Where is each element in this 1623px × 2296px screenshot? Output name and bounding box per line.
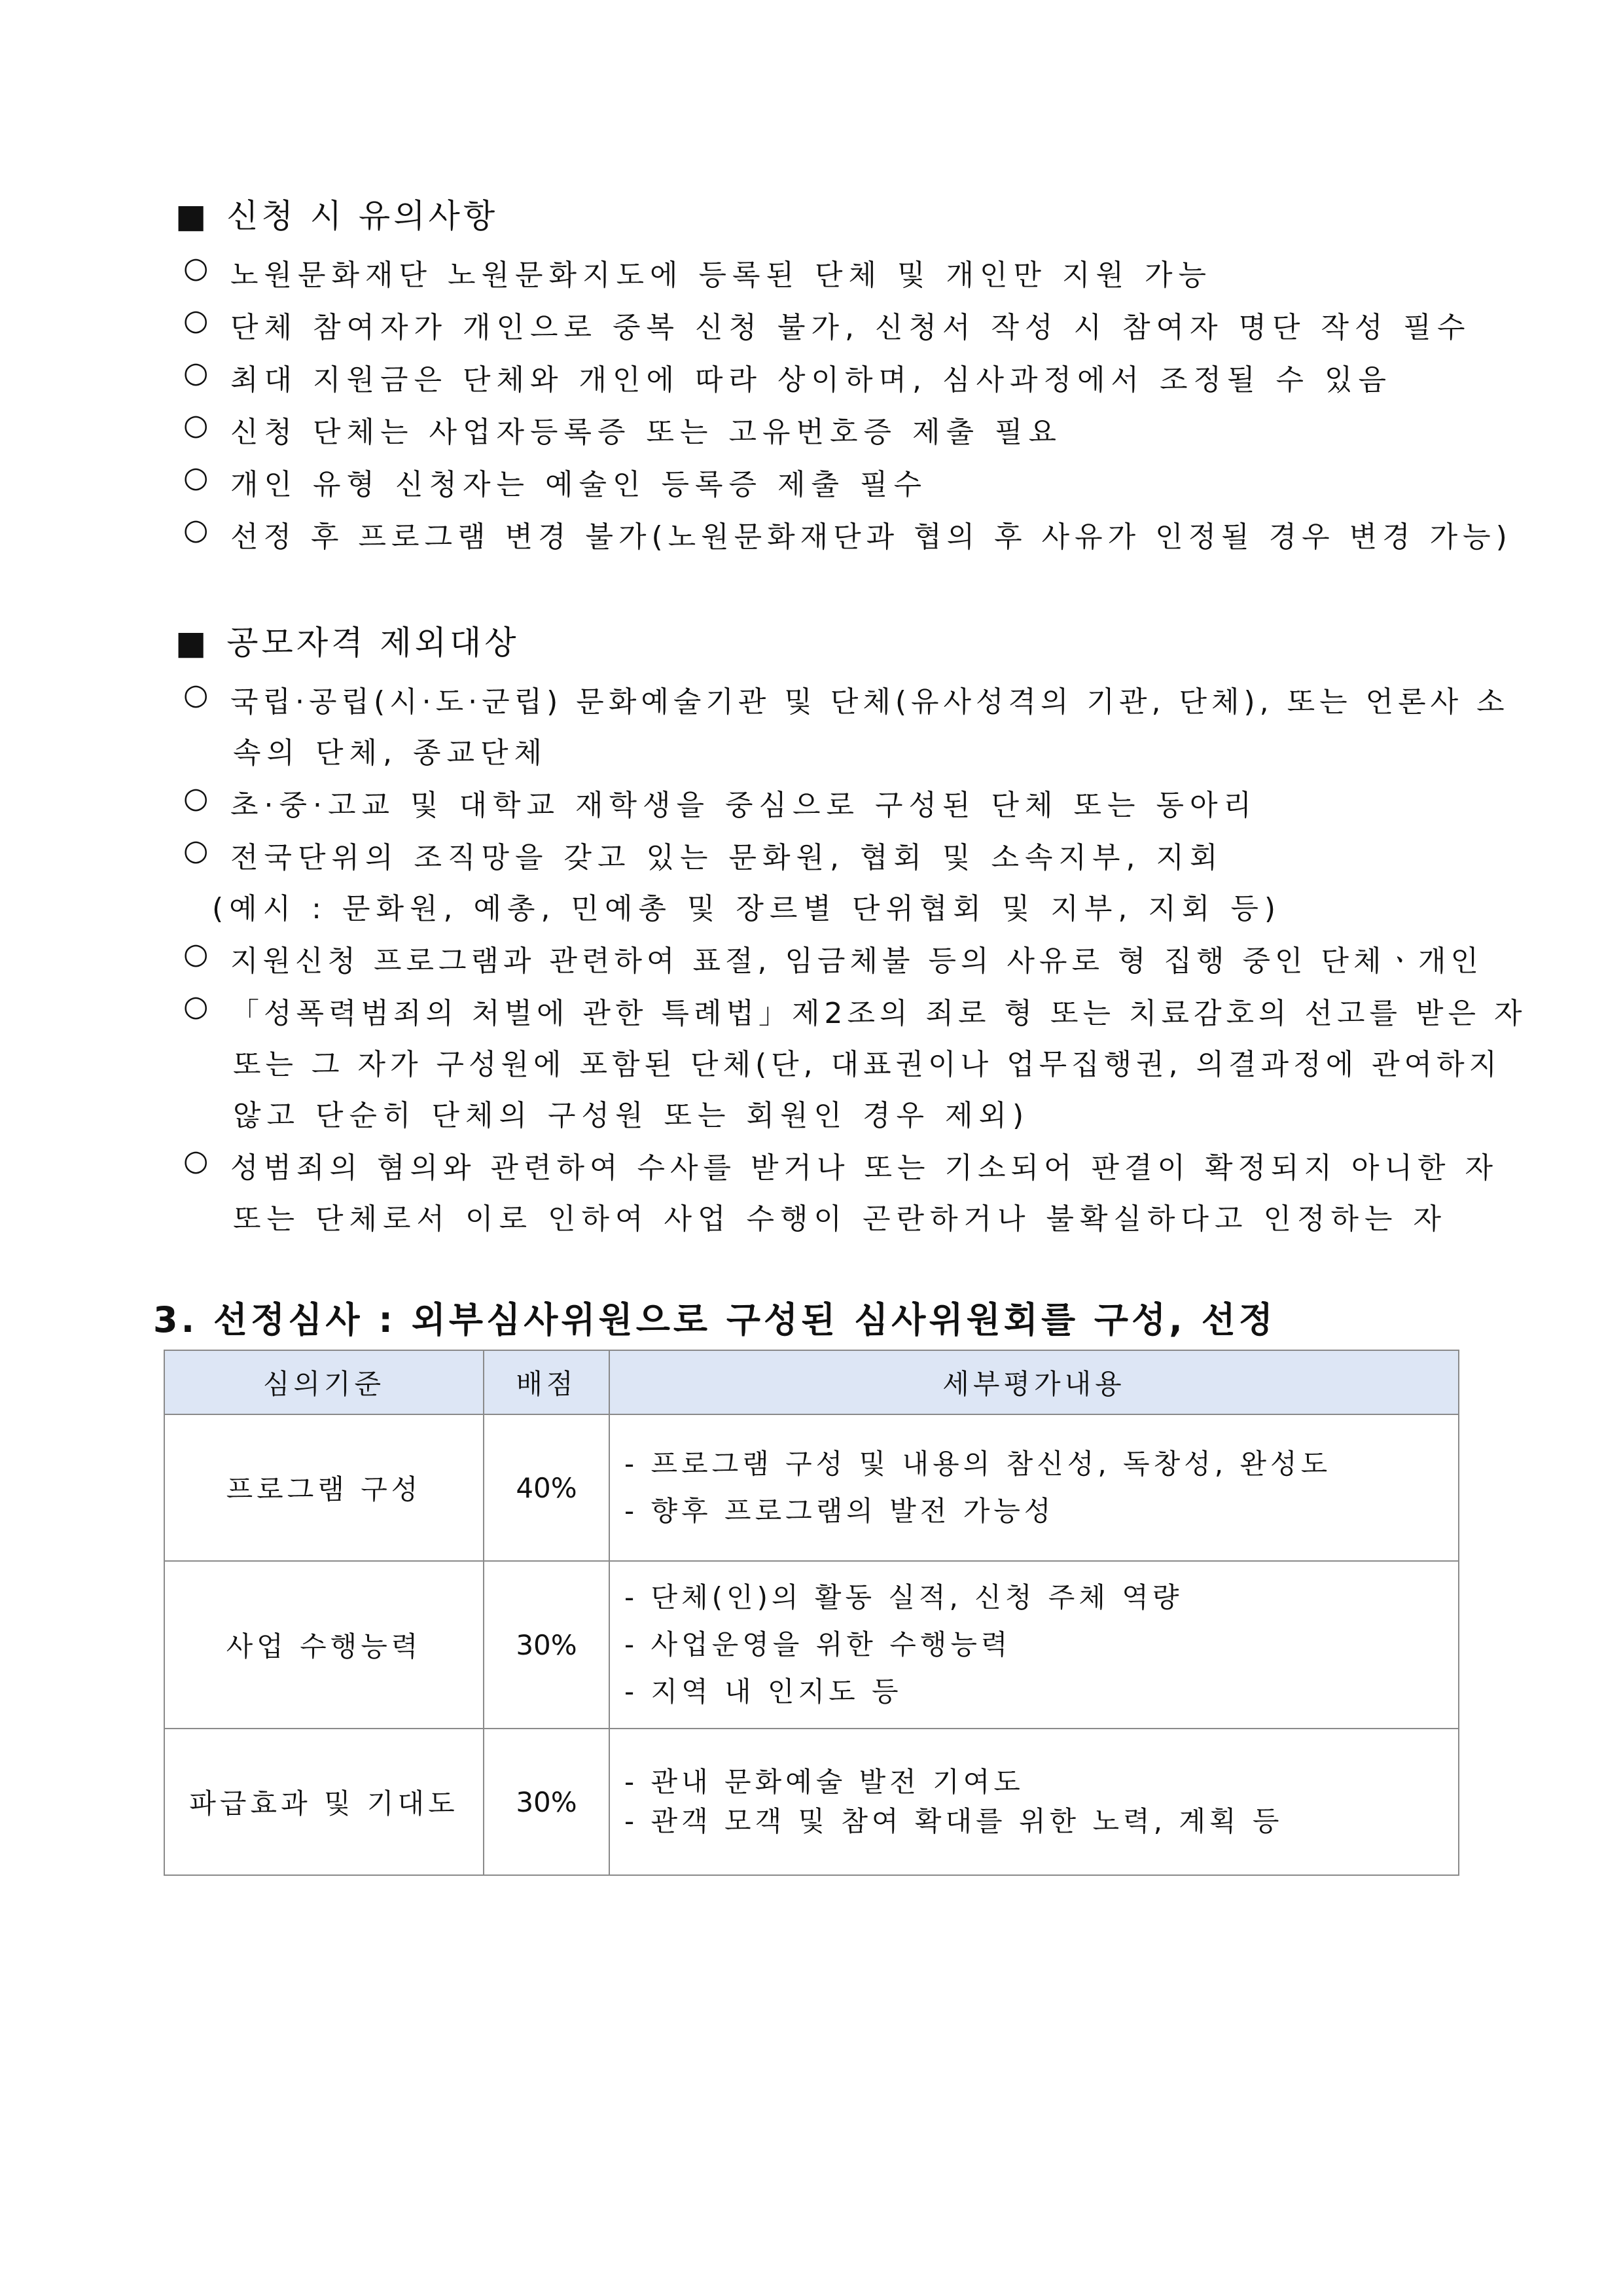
list-item: 노원문화재단 노원문화지도에 등록된 단체 및 개인만 지원 가능 [230,259,1213,292]
circle-bullet-icon: ○ [183,1144,209,1177]
score-cell: 30% [484,1729,609,1875]
circle-bullet-icon: ○ [183,408,209,442]
circle-bullet-icon: ○ [183,834,209,867]
list-item: 국립·공립(시·도·군립) 문화예술기관 및 단체(유사성격의 기관, 단체), 또는 언론사 소 [230,685,1509,719]
list-item: 「성폭력범죄의 처벌에 관한 특례법」제2조의 죄로 형 또는 치료감호의 선고를 받은 자 [230,997,1527,1030]
section-title: 신청 시 유의사항 [226,197,499,235]
detail-line: - 프로그램 구성 및 내용의 참신성, 독창성, 완성도 [624,1448,1332,1480]
list-item: 선정 후 프로그램 변경 불가(노원문화재단과 협의 후 사유가 인정될 경우 변경 가능) [230,520,1512,554]
score-cell: 30% [484,1561,609,1729]
section-heading-selection-review: 3. 선정심사 : 외부심사위원으로 구성된 심사위원회를 구성, 선정 [153,1299,1276,1340]
detail-line: - 관객 모객 및 참여 확대를 위한 노력, 계획 등 [624,1805,1283,1837]
list-item: 개인 유형 신청자는 예술인 등록증 제출 필수 [230,468,927,501]
circle-bullet-icon: ○ [183,678,209,711]
section-heading-exclusions [175,617,520,664]
score-cell: 40% [484,1414,609,1561]
square-bullet-icon: ■ [175,197,210,235]
criterion-cell: 프로그램 구성 [164,1414,484,1561]
list-item: 초·중·고교 및 대학교 재학생을 중심으로 구성된 단체 또는 동아리 [230,789,1257,822]
section-heading-application-notes [175,190,498,237]
list-item: 최대 지원금은 단체와 개인에 따라 상이하며, 심사과정에서 조정될 수 있음 [230,363,1392,397]
details-cell [609,1414,1459,1561]
list-item-continued: 또는 단체로서 이로 인하여 사업 수행이 곤란하거나 불확실하다고 인정하는 자 [233,1202,1448,1236]
detail-line: - 단체(인)의 활동 실적, 신청 주체 역량 [624,1581,1183,1613]
list-item: 전국단위의 조직망을 갖고 있는 문화원, 협회 및 소속지부, 지회 [230,841,1224,874]
list-item: 지원신청 프로그램과 관련하여 표절, 임금체불 등의 사유로 형 집행 중인 단체ㆍ개인 [230,944,1483,978]
circle-bullet-icon: ○ [183,356,209,389]
list-item: 성범죄의 혐의와 관련하여 수사를 받거나 또는 기소되어 판결이 확정되지 아니한 자 [230,1151,1498,1185]
circle-bullet-icon: ○ [183,513,209,547]
list-item: 단체 참여자가 개인으로 중복 신청 불가, 신청서 작성 시 참여자 명단 작성 필수 [230,311,1471,344]
list-item-continued: 또는 그 자가 구성원에 포함된 단체(단, 대표권이나 업무집행권, 의결과정에 관여하지 [233,1048,1502,1081]
circle-bullet-icon: ○ [183,461,209,494]
table-row [164,1729,1459,1875]
list-item-example: (예시 : 문화원, 예총, 민예총 및 장르별 단위협회 및 지부, 지회 등) [212,892,1282,925]
column-header-score: 배점 [484,1350,609,1414]
criterion-cell: 파급효과 및 기대도 [164,1729,484,1875]
detail-line: - 지역 내 인지도 등 [624,1676,902,1708]
circle-bullet-icon: ○ [183,937,209,971]
list-item-continued: 속의 단체, 종교단체 [233,736,548,770]
list-item-continued: 않고 단순히 단체의 구성원 또는 회원인 경우 제외) [233,1099,1030,1132]
circle-bullet-icon: ○ [183,990,209,1023]
list-item: 신청 단체는 사업자등록증 또는 고유번호증 제출 필요 [230,416,1063,449]
circle-bullet-icon: ○ [183,781,209,815]
details-cell [609,1561,1459,1729]
detail-line: - 사업운영을 위한 수행능력 [624,1628,1012,1660]
circle-bullet-icon: ○ [183,251,209,285]
circle-bullet-icon: ○ [183,304,209,337]
detail-line: - 향후 프로그램의 발전 가능성 [624,1495,1055,1527]
criterion-cell: 사업 수행능력 [164,1561,484,1729]
square-bullet-icon: ■ [175,624,210,662]
table-header-row [164,1350,1459,1414]
details-cell [609,1729,1459,1875]
detail-line: - 관내 문화예술 발전 기여도 [624,1766,1024,1798]
column-header-criterion: 심의기준 [164,1350,484,1414]
column-header-details: 세부평가내용 [609,1350,1459,1414]
table-row [164,1561,1459,1729]
table-row [164,1414,1459,1561]
section-title: 공모자격 제외대상 [226,624,520,662]
evaluation-table [164,1350,1459,1876]
